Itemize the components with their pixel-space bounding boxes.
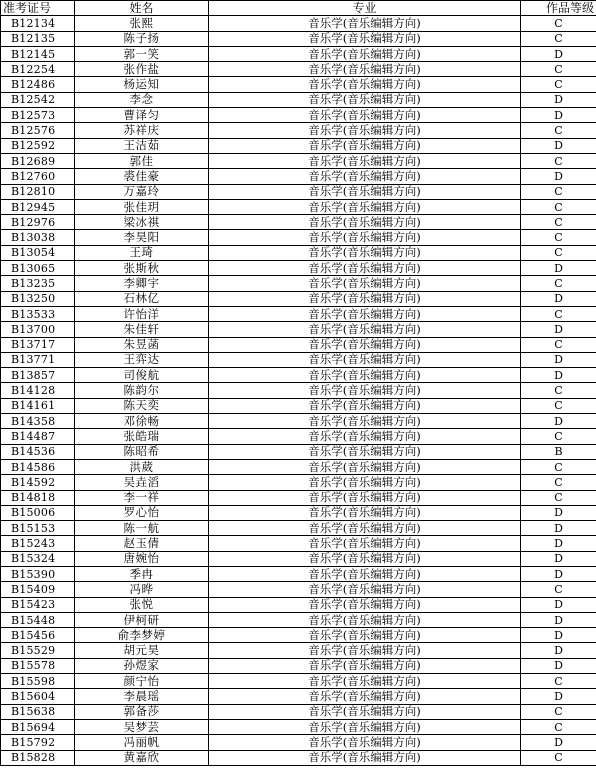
table-row: [1, 169, 596, 184]
cell-grade: C: [521, 719, 596, 734]
cell-major: 音乐学(音乐编辑方向): [209, 459, 521, 474]
header-major: 专业: [209, 1, 521, 16]
table-row: [1, 31, 596, 46]
table-row: [1, 490, 596, 505]
header-grade: 作品等级: [521, 1, 596, 16]
cell-exam-id: B15578: [1, 658, 75, 673]
cell-exam-id: B15598: [1, 674, 75, 689]
cell-name: 陈天奕: [75, 398, 209, 413]
cell-grade: C: [521, 199, 596, 214]
cell-major: 音乐学(音乐编辑方向): [209, 383, 521, 398]
cell-name: 李卿宇: [75, 276, 209, 291]
cell-major: 音乐学(音乐编辑方向): [209, 322, 521, 337]
cell-exam-id: B12145: [1, 46, 75, 61]
cell-name: 王洁茹: [75, 138, 209, 153]
cell-major: 音乐学(音乐编辑方向): [209, 108, 521, 123]
cell-exam-id: B15324: [1, 551, 75, 566]
cell-exam-id: B15604: [1, 689, 75, 704]
cell-name: 邓徐畅: [75, 414, 209, 429]
cell-exam-id: B12689: [1, 153, 75, 168]
cell-major: 音乐学(音乐编辑方向): [209, 306, 521, 321]
cell-major: 音乐学(音乐编辑方向): [209, 750, 521, 765]
cell-exam-id: B12576: [1, 123, 75, 138]
cell-major: 音乐学(音乐编辑方向): [209, 230, 521, 245]
table-row: [1, 368, 596, 383]
cell-grade: D: [521, 612, 596, 627]
cell-exam-id: B15828: [1, 750, 75, 765]
table-row: [1, 62, 596, 77]
cell-grade: D: [521, 92, 596, 107]
cell-exam-id: B14586: [1, 459, 75, 474]
cell-name: 张斯秋: [75, 261, 209, 276]
cell-major: 音乐学(音乐编辑方向): [209, 628, 521, 643]
table-row: [1, 719, 596, 734]
cell-grade: D: [521, 735, 596, 750]
cell-exam-id: B15694: [1, 719, 75, 734]
table-row: [1, 674, 596, 689]
cell-major: 音乐学(音乐编辑方向): [209, 429, 521, 444]
cell-exam-id: B12810: [1, 184, 75, 199]
cell-exam-id: B13054: [1, 245, 75, 260]
cell-name: 张悦: [75, 597, 209, 612]
cell-grade: D: [521, 505, 596, 520]
cell-grade: D: [521, 414, 596, 429]
table-row: [1, 306, 596, 321]
cell-name: 石林亿: [75, 291, 209, 306]
cell-major: 音乐学(音乐编辑方向): [209, 138, 521, 153]
cell-exam-id: B15638: [1, 704, 75, 719]
header-name: 姓名: [75, 1, 209, 16]
cell-exam-id: B14358: [1, 414, 75, 429]
cell-name: 万嘉玲: [75, 184, 209, 199]
table-row: [1, 199, 596, 214]
table-row: [1, 261, 596, 276]
cell-exam-id: B15243: [1, 536, 75, 551]
cell-name: 冯晔: [75, 582, 209, 597]
cell-grade: D: [521, 291, 596, 306]
cell-grade: C: [521, 215, 596, 230]
cell-major: 音乐学(音乐编辑方向): [209, 735, 521, 750]
table-header: [1, 1, 596, 16]
cell-name: 黄嘉欣: [75, 750, 209, 765]
table-row: [1, 16, 596, 31]
cell-name: 梁冰祺: [75, 215, 209, 230]
table-row: [1, 536, 596, 551]
cell-name: 李念: [75, 92, 209, 107]
cell-grade: D: [521, 352, 596, 367]
cell-name: 伊柯研: [75, 612, 209, 627]
cell-grade: C: [521, 153, 596, 168]
cell-major: 音乐学(音乐编辑方向): [209, 475, 521, 490]
table-row: [1, 505, 596, 520]
cell-grade: D: [521, 566, 596, 581]
cell-name: 张皓瑞: [75, 429, 209, 444]
table-row: [1, 475, 596, 490]
cell-major: 音乐学(音乐编辑方向): [209, 352, 521, 367]
cell-name: 杨运知: [75, 77, 209, 92]
table-row: [1, 704, 596, 719]
cell-name: 赵玉倩: [75, 536, 209, 551]
table-row: [1, 322, 596, 337]
header-exam-id: 准考证号: [1, 1, 75, 16]
cell-major: 音乐学(音乐编辑方向): [209, 674, 521, 689]
cell-name: 陈子扬: [75, 31, 209, 46]
cell-exam-id: B12573: [1, 108, 75, 123]
cell-name: 司俊航: [75, 368, 209, 383]
cell-exam-id: B12486: [1, 77, 75, 92]
cell-major: 音乐学(音乐编辑方向): [209, 31, 521, 46]
cell-major: 音乐学(音乐编辑方向): [209, 337, 521, 352]
cell-major: 音乐学(音乐编辑方向): [209, 658, 521, 673]
cell-major: 音乐学(音乐编辑方向): [209, 689, 521, 704]
cell-name: 张佳玥: [75, 199, 209, 214]
table-row: [1, 398, 596, 413]
cell-exam-id: B13717: [1, 337, 75, 352]
cell-major: 音乐学(音乐编辑方向): [209, 643, 521, 658]
table-row: [1, 628, 596, 643]
cell-name: 许怡洋: [75, 306, 209, 321]
cell-exam-id: B14592: [1, 475, 75, 490]
cell-name: 朱昱菡: [75, 337, 209, 352]
cell-grade: C: [521, 383, 596, 398]
cell-grade: C: [521, 459, 596, 474]
table-row: [1, 276, 596, 291]
cell-major: 音乐学(音乐编辑方向): [209, 184, 521, 199]
table-row: [1, 291, 596, 306]
table-row: [1, 230, 596, 245]
cell-exam-id: B14161: [1, 398, 75, 413]
cell-exam-id: B13235: [1, 276, 75, 291]
cell-major: 音乐学(音乐编辑方向): [209, 291, 521, 306]
cell-grade: C: [521, 337, 596, 352]
cell-grade: D: [521, 597, 596, 612]
cell-exam-id: B13700: [1, 322, 75, 337]
table-row: [1, 77, 596, 92]
cell-exam-id: B15423: [1, 597, 75, 612]
cell-exam-id: B12254: [1, 62, 75, 77]
cell-grade: D: [521, 521, 596, 536]
table-row: [1, 643, 596, 658]
cell-exam-id: B12542: [1, 92, 75, 107]
table-row: [1, 215, 596, 230]
cell-major: 音乐学(音乐编辑方向): [209, 245, 521, 260]
cell-grade: D: [521, 108, 596, 123]
cell-exam-id: B12592: [1, 138, 75, 153]
table-row: [1, 735, 596, 750]
cell-grade: C: [521, 306, 596, 321]
cell-name: 胡元昊: [75, 643, 209, 658]
cell-name: 冯丽帆: [75, 735, 209, 750]
table-row: [1, 414, 596, 429]
cell-exam-id: B14818: [1, 490, 75, 505]
cell-major: 音乐学(音乐编辑方向): [209, 612, 521, 627]
table-row: [1, 582, 596, 597]
table-row: [1, 521, 596, 536]
cell-exam-id: B15006: [1, 505, 75, 520]
cell-grade: C: [521, 475, 596, 490]
cell-name: 张作盐: [75, 62, 209, 77]
table-row: [1, 612, 596, 627]
cell-name: 李晨瑶: [75, 689, 209, 704]
cell-name: 李一祥: [75, 490, 209, 505]
cell-name: 曹译匀: [75, 108, 209, 123]
cell-major: 音乐学(音乐编辑方向): [209, 414, 521, 429]
cell-name: 洪葳: [75, 459, 209, 474]
table-row: [1, 184, 596, 199]
cell-major: 音乐学(音乐编辑方向): [209, 276, 521, 291]
cell-name: 郭佳: [75, 153, 209, 168]
cell-exam-id: B15792: [1, 735, 75, 750]
cell-grade: C: [521, 31, 596, 46]
cell-name: 罗心怡: [75, 505, 209, 520]
cell-major: 音乐学(音乐编辑方向): [209, 16, 521, 31]
cell-major: 音乐学(音乐编辑方向): [209, 215, 521, 230]
cell-major: 音乐学(音乐编辑方向): [209, 123, 521, 138]
cell-grade: D: [521, 322, 596, 337]
cell-exam-id: B13250: [1, 291, 75, 306]
table-row: [1, 597, 596, 612]
cell-name: 唐婉怡: [75, 551, 209, 566]
cell-exam-id: B12134: [1, 16, 75, 31]
cell-name: 王弈达: [75, 352, 209, 367]
cell-grade: C: [521, 398, 596, 413]
cell-name: 朱佳轩: [75, 322, 209, 337]
cell-grade: D: [521, 536, 596, 551]
table-row: [1, 92, 596, 107]
table-row: [1, 459, 596, 474]
cell-exam-id: B15456: [1, 628, 75, 643]
table-row: [1, 689, 596, 704]
cell-grade: C: [521, 62, 596, 77]
cell-major: 音乐学(音乐编辑方向): [209, 368, 521, 383]
table-row: [1, 566, 596, 581]
cell-grade: C: [521, 674, 596, 689]
cell-grade: B: [521, 444, 596, 459]
cell-name: 俞李梦婷: [75, 628, 209, 643]
cell-exam-id: B15153: [1, 521, 75, 536]
table-row: [1, 352, 596, 367]
cell-major: 音乐学(音乐编辑方向): [209, 566, 521, 581]
table-row: [1, 123, 596, 138]
cell-exam-id: B13533: [1, 306, 75, 321]
cell-major: 音乐学(音乐编辑方向): [209, 153, 521, 168]
cell-grade: C: [521, 750, 596, 765]
cell-name: 王琦: [75, 245, 209, 260]
cell-grade: C: [521, 184, 596, 199]
cell-name: 苏祥庆: [75, 123, 209, 138]
cell-exam-id: B15448: [1, 612, 75, 627]
cell-major: 音乐学(音乐编辑方向): [209, 719, 521, 734]
cell-exam-id: B15390: [1, 566, 75, 581]
cell-major: 音乐学(音乐编辑方向): [209, 536, 521, 551]
cell-name: 吴梦芸: [75, 719, 209, 734]
cell-exam-id: B12945: [1, 199, 75, 214]
cell-major: 音乐学(音乐编辑方向): [209, 521, 521, 536]
cell-grade: C: [521, 704, 596, 719]
cell-name: 颜宁怡: [75, 674, 209, 689]
cell-grade: D: [521, 643, 596, 658]
cell-exam-id: B15409: [1, 582, 75, 597]
table-row: [1, 138, 596, 153]
table-row: [1, 658, 596, 673]
cell-major: 音乐学(音乐编辑方向): [209, 92, 521, 107]
cell-major: 音乐学(音乐编辑方向): [209, 398, 521, 413]
cell-name: 孙煜家: [75, 658, 209, 673]
table-row: [1, 444, 596, 459]
cell-name: 李昊阳: [75, 230, 209, 245]
cell-grade: D: [521, 658, 596, 673]
cell-grade: C: [521, 16, 596, 31]
cell-grade: C: [521, 490, 596, 505]
cell-major: 音乐学(音乐编辑方向): [209, 77, 521, 92]
table-row: [1, 46, 596, 61]
cell-grade: D: [521, 261, 596, 276]
table-row: [1, 153, 596, 168]
table-row: [1, 383, 596, 398]
cell-name: 季冉: [75, 566, 209, 581]
cell-name: 陈昭希: [75, 444, 209, 459]
table-row: [1, 108, 596, 123]
cell-major: 音乐学(音乐编辑方向): [209, 505, 521, 520]
cell-exam-id: B14128: [1, 383, 75, 398]
cell-grade: D: [521, 138, 596, 153]
cell-grade: D: [521, 368, 596, 383]
cell-exam-id: B13065: [1, 261, 75, 276]
header-row: [1, 1, 596, 16]
table-row: [1, 429, 596, 444]
cell-exam-id: B12135: [1, 31, 75, 46]
cell-major: 音乐学(音乐编辑方向): [209, 62, 521, 77]
cell-major: 音乐学(音乐编辑方向): [209, 444, 521, 459]
cell-exam-id: B15529: [1, 643, 75, 658]
cell-major: 音乐学(音乐编辑方向): [209, 169, 521, 184]
cell-exam-id: B13038: [1, 230, 75, 245]
cell-exam-id: B13857: [1, 368, 75, 383]
cell-grade: D: [521, 46, 596, 61]
cell-grade: C: [521, 582, 596, 597]
cell-name: 吴垚滔: [75, 475, 209, 490]
cell-grade: C: [521, 230, 596, 245]
cell-grade: D: [521, 551, 596, 566]
cell-major: 音乐学(音乐编辑方向): [209, 46, 521, 61]
cell-major: 音乐学(音乐编辑方向): [209, 261, 521, 276]
cell-name: 郭备莎: [75, 704, 209, 719]
cell-major: 音乐学(音乐编辑方向): [209, 582, 521, 597]
cell-grade: C: [521, 429, 596, 444]
cell-name: 郭一笑: [75, 46, 209, 61]
cell-major: 音乐学(音乐编辑方向): [209, 551, 521, 566]
cell-major: 音乐学(音乐编辑方向): [209, 597, 521, 612]
cell-grade: D: [521, 169, 596, 184]
cell-exam-id: B14487: [1, 429, 75, 444]
cell-grade: C: [521, 123, 596, 138]
table-row: [1, 245, 596, 260]
table-row: [1, 750, 596, 765]
cell-exam-id: B12760: [1, 169, 75, 184]
cell-grade: C: [521, 276, 596, 291]
table-row: [1, 551, 596, 566]
table-row: [1, 337, 596, 352]
cell-grade: D: [521, 689, 596, 704]
cell-exam-id: B13771: [1, 352, 75, 367]
cell-grade: C: [521, 245, 596, 260]
cell-name: 陈韵尔: [75, 383, 209, 398]
cell-major: 音乐学(音乐编辑方向): [209, 704, 521, 719]
cell-exam-id: B12976: [1, 215, 75, 230]
cell-exam-id: B14536: [1, 444, 75, 459]
cell-name: 张熙: [75, 16, 209, 31]
cell-grade: C: [521, 77, 596, 92]
cell-major: 音乐学(音乐编辑方向): [209, 199, 521, 214]
cell-name: 陈一航: [75, 521, 209, 536]
cell-grade: D: [521, 628, 596, 643]
table-body: [1, 16, 596, 766]
cell-major: 音乐学(音乐编辑方向): [209, 490, 521, 505]
cell-name: 裘佳豪: [75, 169, 209, 184]
